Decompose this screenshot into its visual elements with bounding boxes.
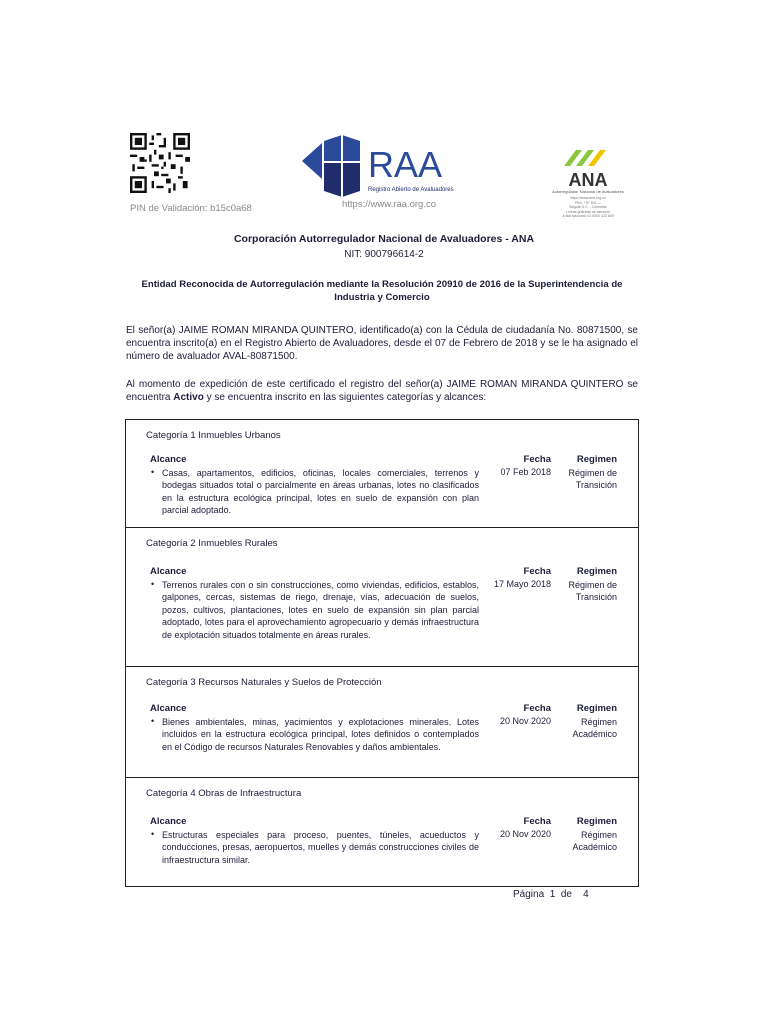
- category-title: Categoría 2 Inmuebles Rurales: [146, 538, 278, 549]
- status-text-after: y se encuentra inscrito en las siguientes categorías y alcances:: [203, 392, 487, 403]
- regimen-value: Régimen Académico: [572, 717, 617, 740]
- regimen-value: Régimen Académico: [572, 830, 617, 853]
- category-block: [126, 667, 638, 778]
- organization-name: Corporación Autorregulador Nacional de Avaluadores - ANA: [233, 233, 535, 245]
- page-label: Página: [513, 889, 545, 900]
- page-indicator: [513, 889, 589, 900]
- ana-logo-text: ANA: [568, 170, 608, 190]
- category-title: Categoría 4 Obras de Infraestructura: [146, 788, 302, 799]
- categories-table: [125, 419, 639, 887]
- validation-pin: PIN de Validación: b15c0a68: [130, 203, 252, 214]
- raa-logo: [302, 135, 472, 197]
- page-of: de: [560, 889, 572, 900]
- regimen-header: Regimen: [576, 703, 617, 714]
- category-block: [126, 420, 638, 528]
- raa-logo-text: RAA: [368, 144, 443, 185]
- regimen-value: Régimen de Transición: [568, 580, 617, 603]
- fecha-header: Fecha: [523, 816, 551, 827]
- raa-logo-subtitle: Registro Abierto de Avaluadores: [368, 187, 454, 193]
- raa-url: https://www.raa.org.co: [342, 199, 436, 210]
- qr-code: [130, 133, 190, 193]
- ana-contact-line: https://www.ana.org.co: [570, 196, 606, 200]
- entity-recognition: Entidad Reconocida de Autorregulación mediante la Resolución 20910 de 2016 de la Superintendencia de Industria y Comercio: [141, 279, 623, 303]
- category-block: [126, 528, 638, 667]
- fecha-value: 07 Feb 2018: [500, 467, 551, 477]
- bullet-icon: •: [151, 716, 155, 726]
- status-text-before: Al momento de expedición de este certificado el registro del señor(a) JAIME ROMAN MIRANDA QUINTERO se encuentra: [126, 379, 638, 403]
- nit-number: NIT: 900796614-2: [344, 249, 424, 260]
- ana-contact-line: Líneas gratuitas de atención: [566, 209, 610, 214]
- alcance-text: Casas, apartamentos, edificios, oficinas, locales comerciales, terrenos y bodegas situados total o parcialmente en áreas urbanas, lotes no clasificados en la estructura ecológica principal, lotes en suelo de expansión con plan parcial adoptado.: [162, 468, 479, 516]
- bullet-icon: •: [151, 579, 155, 589]
- alcance-header: Alcance: [150, 703, 187, 714]
- status-paragraph: [126, 378, 638, 404]
- regimen-header: Regimen: [576, 816, 617, 827]
- alcance-text: Estructuras especiales para proceso, puentes, túneles, acueductos y conducciones, presas, aeropuertos, muelles y demás construcciones civiles de infraestructura similar.: [162, 830, 479, 865]
- alcance-header: Alcance: [150, 454, 187, 465]
- fecha-value: 20 Nov 2020: [499, 716, 551, 726]
- alcance-text: Bienes ambientales, minas, yacimientos y explotaciones minerales. Lotes incluidos en la estructura ecológica principal, lotes definidos o contemplados en el Código de recursos Naturales Renovables y daños ambientales.: [162, 717, 479, 752]
- ana-contact-line: Bogotá D.C. - Colombia: [569, 205, 607, 209]
- status-value: Activo: [173, 392, 204, 403]
- ana-contact-line: PBX: +57 601 ---: [574, 200, 602, 205]
- fecha-header: Fecha: [523, 566, 551, 577]
- regimen-header: Regimen: [576, 566, 617, 577]
- alcance-header: Alcance: [150, 566, 187, 577]
- fecha-value: 20 Nov 2020: [499, 829, 551, 839]
- regimen-value: Régimen de Transición: [568, 468, 617, 491]
- fecha-header: Fecha: [523, 454, 551, 465]
- regimen-header: Regimen: [576, 454, 617, 465]
- registration-paragraph: El señor(a) JAIME ROMAN MIRANDA QUINTERO, identificado(a) con la Cédula de ciudadanía No. 80871500, se encuentra inscrito(a) en el Registro Abierto de Avaluadores, desde el 07 de Febrero de 2018 y se le ha asignado el número de avaluador AVAL-80871500.: [126, 325, 638, 362]
- page-current: 1: [549, 889, 556, 900]
- category-title: Categoría 3 Recursos Naturales y Suelos de Protección: [146, 677, 382, 688]
- category-block: [126, 778, 638, 886]
- alcance-header: Alcance: [150, 816, 187, 827]
- fecha-header: Fecha: [523, 703, 551, 714]
- ana-logo-subtitle: Autorregulador Nacional de Avaluadores: [552, 189, 624, 194]
- bullet-icon: •: [151, 467, 155, 477]
- alcance-text: Terrenos rurales con o sin construcciones, como viviendas, edificios, establos, galpones, cercas, sistemas de riego, drenaje, vías, adecuación de suelos, pozos, cultivos, plantaciones, lotes en suelo de expansión sin plan parcial adoptado, lotes para el aprovechamiento agropecuario y demás infraestructura de explotación situados totalmente en áreas rurales.: [162, 580, 479, 640]
- page-total: 4: [583, 889, 589, 900]
- bullet-icon: •: [151, 829, 155, 839]
- fecha-value: 17 Mayo 2018: [493, 579, 551, 589]
- ana-contact-info: [536, 196, 640, 219]
- category-title: Categoría 1 Inmuebles Urbanos: [146, 430, 281, 441]
- ana-contact-line: A.Nal Nacional: 01 8000 423 849: [562, 214, 614, 218]
